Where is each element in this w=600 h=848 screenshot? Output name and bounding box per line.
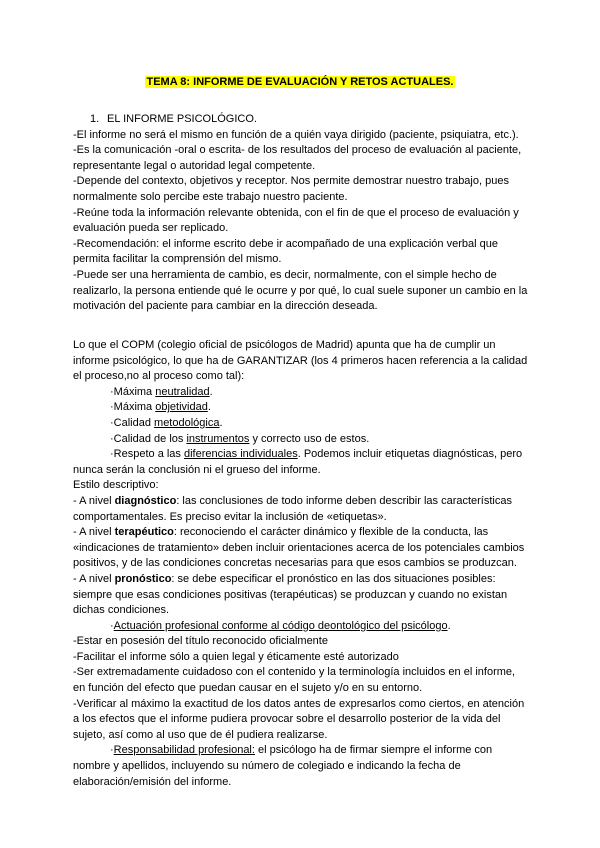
level-bold: diagnóstico (114, 494, 177, 507)
item-suffix: el psicólogo ha de firmar siempre el informe con nombre y apellidos, incluyendo su número de colegiado e indicando la fecha de elaboración/emisión del informe. (73, 744, 493, 788)
level-prefix: - A nivel (73, 572, 115, 585)
level-prefix: - A nivel (73, 526, 115, 539)
descriptive-level (73, 494, 529, 525)
responsabilidad-item (73, 743, 529, 790)
item-suffix: y correcto uso de estos. (249, 432, 370, 445)
paragraph: -Recomendación: el informe escrito debe ir acompañado de una explicación verbal que permita facilitar la comprensión del mismo. (73, 237, 498, 266)
heading-text: EL INFORME PSICOLÓGICO. (107, 113, 257, 125)
item-underlined: instrumentos (186, 432, 250, 445)
item-prefix: ·Respeto a las (110, 448, 184, 461)
item-prefix: · (110, 619, 114, 632)
level-text: : las conclusiones de todo informe deben describir las características comportamentales. Es preciso evitar la inclusión de «etiquetas». (73, 494, 512, 523)
actuacion-item: -Facilitar el informe sólo a quien legal y éticamente esté autorizado (73, 650, 399, 663)
guarantee-item (73, 416, 529, 432)
level-bold: pronóstico (114, 572, 172, 585)
item-suffix: . (209, 385, 213, 398)
paragraph: -Puede ser una herramienta de cambio, es decir, normalmente, con el simple hecho de realizarlo, la persona entiende qué le ocurre y por qué, lo cual suele suponer un cambio en la motivación del paciente para cambiar en la dirección deseada. (73, 268, 528, 313)
item-prefix: ·Máxima (110, 401, 156, 414)
paragraph: -Reúne toda la información relevante obtenida, con el fin de que el proceso de evaluación y evaluación pueda ser replicado. (73, 206, 519, 235)
item-prefix: ·Máxima (110, 385, 156, 398)
actuacion-item: -Estar en posesión del título reconocido oficialmente (73, 635, 328, 648)
item-suffix: . (219, 416, 223, 429)
guarantee-item (73, 385, 529, 401)
section-copm (73, 338, 529, 790)
actuacion-item: -Ser extremadamente cuidadoso con el contenido y la terminología incluidos en el informe, en función del efecto que puedan causar en el sujeto y/o en su entorno. (73, 666, 516, 695)
item-underlined: Responsabilidad profesional: (113, 744, 255, 757)
actuacion-item: -Verificar al máximo la exactitud de los datos antes de expresarlos como ciertos, en atención a los efectos que el informe pudiera provocar sobre el desarrollo posterior de la vida del sujeto, así como al uso que de él pudiera realizarse. (73, 697, 525, 741)
item-underlined: objetividad (155, 401, 208, 414)
descriptive-level (73, 572, 529, 619)
item-prefix: · (110, 744, 114, 757)
title-wrap (0, 72, 600, 90)
item-suffix: . (207, 401, 211, 414)
level-text: : se debe especificar el pronóstico en las dos situaciones posibles: siempre que esas condiciones positivas (terapéuticas) se produzcan y cuando no existan dichas condiciones. (73, 572, 508, 617)
level-text: : reconociendo el carácter dinámico y flexible de la conducta, las «indicaciones de tratamiento» deben incluir orientaciones acerca de los potenciales cambios positivos, y de las condiciones concretas necesarias para que esos cambios se produzcan. (73, 526, 525, 570)
level-bold: terapéutico (114, 526, 174, 539)
item-underlined: Actuación profesional conforme al código deontológico del psicólogo (113, 619, 448, 632)
item-prefix: ·Calidad de los (110, 432, 187, 445)
paragraph: -El informe no será el mismo en función de a quién vaya dirigido (paciente, psiquiatra, etc.). (73, 128, 519, 141)
style-heading: Estilo descriptivo: (73, 479, 159, 492)
item-prefix: ·Calidad (110, 416, 155, 429)
item-underlined: neutralidad (155, 385, 210, 398)
descriptive-level (73, 525, 529, 572)
guarantee-item-wrapped (73, 447, 529, 478)
guarantee-item (73, 432, 529, 448)
level-prefix: - A nivel (73, 494, 115, 507)
actuacion-heading (73, 619, 529, 635)
item-underlined: metodológica (154, 416, 220, 429)
guarantee-item (73, 400, 529, 416)
paragraph: -Depende del contexto, objetivos y receptor. Nos permite demostrar nuestro trabajo, pues normalmente solo percibe este trabajo nuestro paciente. (73, 175, 509, 203)
item-suffix: . Podemos incluir etiquetas diagnósticas, pero nunca serán la conclusión ni el grueso del informe. (73, 448, 523, 476)
intro-paragraph: Lo que el COPM (colegio oficial de psicólogos de Madrid) apunta que ha de cumplir un informe psicológico, lo que ha de GARANTIZAR (los 4 primeros hacen referencia a la calidad el proceso,no al proceso como tal): (73, 339, 528, 383)
document-title: TEMA 8: INFORME DE EVALUACIÓN Y RETOS ACTUALES. (146, 76, 454, 88)
item-suffix: . (447, 619, 451, 632)
paragraph: -Es la comunicación -oral o escrita- de los resultados del proceso de evaluación al paciente, representante legal o autoridad legal competente. (73, 144, 522, 172)
item-underlined: diferencias individuales (183, 448, 298, 461)
section-informe-psicologico (73, 112, 529, 315)
list-number: 1. (90, 113, 100, 125)
section-heading (73, 112, 529, 128)
